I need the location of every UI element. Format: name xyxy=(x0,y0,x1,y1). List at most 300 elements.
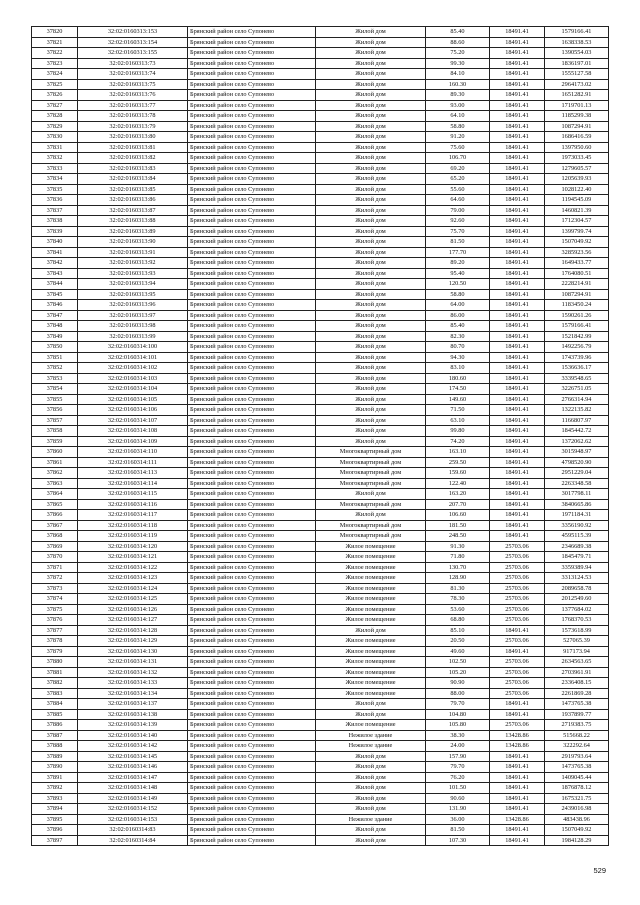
object-type-cell: Жилой дом xyxy=(316,58,426,69)
address-cell: Брянский район село Супонево xyxy=(188,237,316,248)
table-row xyxy=(32,720,609,731)
cadastral-value-cell: 1492256.79 xyxy=(545,342,609,353)
address-cell: Брянский район село Супонево xyxy=(188,174,316,185)
specific-value-cell: 18491.41 xyxy=(490,426,545,437)
table-row xyxy=(32,793,609,804)
object-type-cell: Жилой дом xyxy=(316,436,426,447)
table-row xyxy=(32,468,609,479)
row-number-cell: 37849 xyxy=(32,331,78,342)
cadastral-number-cell: 32:02:0160314:138 xyxy=(78,709,188,720)
area-cell: 104.80 xyxy=(426,709,490,720)
row-number-cell: 37883 xyxy=(32,688,78,699)
row-number-cell: 37886 xyxy=(32,720,78,731)
table-row xyxy=(32,762,609,773)
cadastral-value-cell: 2703961.91 xyxy=(545,667,609,678)
object-type-cell: Жилое помещение xyxy=(316,541,426,552)
area-cell: 69.20 xyxy=(426,163,490,174)
row-number-cell: 37896 xyxy=(32,825,78,836)
specific-value-cell: 18491.41 xyxy=(490,321,545,332)
area-cell: 107.30 xyxy=(426,835,490,846)
specific-value-cell: 18491.41 xyxy=(490,153,545,164)
cadastral-value-cell: 3226751.05 xyxy=(545,384,609,395)
cadastral-value-cell: 1686416.59 xyxy=(545,132,609,143)
address-cell: Брянский район село Супонево xyxy=(188,363,316,374)
table-row xyxy=(32,730,609,741)
address-cell: Брянский район село Супонево xyxy=(188,289,316,300)
table-row xyxy=(32,310,609,321)
address-cell: Брянский район село Супонево xyxy=(188,279,316,290)
object-type-cell: Жилой дом xyxy=(316,90,426,101)
cadastral-value-cell: 1876878.12 xyxy=(545,783,609,794)
row-number-cell: 37850 xyxy=(32,342,78,353)
row-number-cell: 37855 xyxy=(32,394,78,405)
specific-value-cell: 18491.41 xyxy=(490,352,545,363)
table-row xyxy=(32,415,609,426)
specific-value-cell: 18491.41 xyxy=(490,793,545,804)
object-type-cell: Жилой дом xyxy=(316,300,426,311)
area-cell: 106.70 xyxy=(426,153,490,164)
object-type-cell: Жилой дом xyxy=(316,258,426,269)
object-type-cell: Жилой дом xyxy=(316,373,426,384)
specific-value-cell: 18491.41 xyxy=(490,310,545,321)
table-row xyxy=(32,814,609,825)
table-row xyxy=(32,804,609,815)
cadastral-value-cell: 4595115.39 xyxy=(545,531,609,542)
cadastral-number-cell: 32:02:0160313:86 xyxy=(78,195,188,206)
cadastral-number-cell: 32:02:0160313:155 xyxy=(78,48,188,59)
cadastral-number-cell: 32:02:0160314:140 xyxy=(78,730,188,741)
cadastral-number-cell: 32:02:0160314:117 xyxy=(78,510,188,521)
object-type-cell: Жилой дом xyxy=(316,142,426,153)
object-type-cell: Жилое помещение xyxy=(316,688,426,699)
specific-value-cell: 18491.41 xyxy=(490,121,545,132)
table-row xyxy=(32,184,609,195)
cadastral-number-cell: 32:02:0160314:104 xyxy=(78,384,188,395)
cadastral-value-cell: 2964173.02 xyxy=(545,79,609,90)
row-number-cell: 37841 xyxy=(32,247,78,258)
area-cell: 81.50 xyxy=(426,825,490,836)
cadastral-value-cell: 1845479.71 xyxy=(545,552,609,563)
cadastral-value-cell: 1372062.62 xyxy=(545,436,609,447)
cadastral-value-cell: 1579166.41 xyxy=(545,321,609,332)
area-cell: 81.30 xyxy=(426,583,490,594)
table-row xyxy=(32,688,609,699)
area-cell: 75.70 xyxy=(426,226,490,237)
table-row xyxy=(32,142,609,153)
table-row xyxy=(32,174,609,185)
row-number-cell: 37872 xyxy=(32,573,78,584)
table-row xyxy=(32,552,609,563)
cadastral-number-cell: 32:02:0160313:76 xyxy=(78,90,188,101)
area-cell: 101.50 xyxy=(426,783,490,794)
specific-value-cell: 18491.41 xyxy=(490,825,545,836)
row-number-cell: 37844 xyxy=(32,279,78,290)
area-cell: 85.10 xyxy=(426,625,490,636)
cadastral-value-cell: 1399799.74 xyxy=(545,226,609,237)
cadastral-value-cell: 1322135.82 xyxy=(545,405,609,416)
area-cell: 79.00 xyxy=(426,205,490,216)
registry-table-body xyxy=(32,27,609,846)
cadastral-number-cell: 32:02:0160313:73 xyxy=(78,58,188,69)
object-type-cell: Жилой дом xyxy=(316,310,426,321)
cadastral-number-cell: 32:02:0160314:132 xyxy=(78,667,188,678)
cadastral-value-cell: 3017798.11 xyxy=(545,489,609,500)
object-type-cell: Жилой дом xyxy=(316,163,426,174)
cadastral-value-cell: 1521842.99 xyxy=(545,331,609,342)
object-type-cell: Жилой дом xyxy=(316,216,426,227)
row-number-cell: 37843 xyxy=(32,268,78,279)
address-cell: Брянский район село Супонево xyxy=(188,804,316,815)
area-cell: 93.00 xyxy=(426,100,490,111)
cadastral-number-cell: 32:02:0160313:81 xyxy=(78,142,188,153)
specific-value-cell: 18491.41 xyxy=(490,762,545,773)
cadastral-number-cell: 32:02:0160314:146 xyxy=(78,762,188,773)
object-type-cell: Нежилое здание xyxy=(316,730,426,741)
cadastral-number-cell: 32:02:0160314:147 xyxy=(78,772,188,783)
cadastral-value-cell: 1460821.39 xyxy=(545,205,609,216)
cadastral-value-cell: 483438.96 xyxy=(545,814,609,825)
area-cell: 163.10 xyxy=(426,447,490,458)
area-cell: 88.60 xyxy=(426,37,490,48)
table-row xyxy=(32,436,609,447)
area-cell: 105.20 xyxy=(426,667,490,678)
area-cell: 24.00 xyxy=(426,741,490,752)
area-cell: 53.60 xyxy=(426,604,490,615)
table-row xyxy=(32,562,609,573)
row-number-cell: 37867 xyxy=(32,520,78,531)
cadastral-number-cell: 32:02:0160314:124 xyxy=(78,583,188,594)
cadastral-value-cell: 2766314.94 xyxy=(545,394,609,405)
object-type-cell: Жилой дом xyxy=(316,121,426,132)
row-number-cell: 37846 xyxy=(32,300,78,311)
area-cell: 64.60 xyxy=(426,195,490,206)
object-type-cell: Жилой дом xyxy=(316,195,426,206)
area-cell: 159.60 xyxy=(426,468,490,479)
specific-value-cell: 18491.41 xyxy=(490,394,545,405)
table-row xyxy=(32,27,609,38)
address-cell: Брянский район село Супонево xyxy=(188,709,316,720)
table-row xyxy=(32,195,609,206)
address-cell: Брянский район село Супонево xyxy=(188,678,316,689)
specific-value-cell: 18491.41 xyxy=(490,499,545,510)
cadastral-number-cell: 32:02:0160314:101 xyxy=(78,352,188,363)
cadastral-value-cell: 1984128.29 xyxy=(545,835,609,846)
specific-value-cell: 18491.41 xyxy=(490,436,545,447)
table-row xyxy=(32,132,609,143)
address-cell: Брянский район село Супонево xyxy=(188,646,316,657)
cadastral-value-cell: 2336408.15 xyxy=(545,678,609,689)
table-row xyxy=(32,153,609,164)
row-number-cell: 37830 xyxy=(32,132,78,143)
address-cell: Брянский район село Супонево xyxy=(188,583,316,594)
address-cell: Брянский район село Супонево xyxy=(188,373,316,384)
cadastral-value-cell: 3015948.97 xyxy=(545,447,609,458)
row-number-cell: 37859 xyxy=(32,436,78,447)
address-cell: Брянский район село Супонево xyxy=(188,741,316,752)
table-row xyxy=(32,520,609,531)
area-cell: 88.00 xyxy=(426,688,490,699)
row-number-cell: 37845 xyxy=(32,289,78,300)
row-number-cell: 37868 xyxy=(32,531,78,542)
specific-value-cell: 18491.41 xyxy=(490,415,545,426)
specific-value-cell: 18491.41 xyxy=(490,216,545,227)
cadastral-number-cell: 32:02:0160313:77 xyxy=(78,100,188,111)
cadastral-number-cell: 32:02:0160314:134 xyxy=(78,688,188,699)
row-number-cell: 37834 xyxy=(32,174,78,185)
address-cell: Брянский район село Супонево xyxy=(188,247,316,258)
address-cell: Брянский район село Супонево xyxy=(188,100,316,111)
area-cell: 90.60 xyxy=(426,793,490,804)
cadastral-value-cell: 1937899.77 xyxy=(545,709,609,720)
area-cell: 99.30 xyxy=(426,58,490,69)
cadastral-number-cell: 32:02:0160313:78 xyxy=(78,111,188,122)
area-cell: 74.20 xyxy=(426,436,490,447)
object-type-cell: Жилой дом xyxy=(316,352,426,363)
cadastral-value-cell: 1409045.44 xyxy=(545,772,609,783)
table-row xyxy=(32,58,609,69)
address-cell: Брянский район село Супонево xyxy=(188,793,316,804)
table-row xyxy=(32,405,609,416)
area-cell: 20.50 xyxy=(426,636,490,647)
row-number-cell: 37824 xyxy=(32,69,78,80)
table-row xyxy=(32,699,609,710)
row-number-cell: 37827 xyxy=(32,100,78,111)
cadastral-number-cell: 32:02:0160313:82 xyxy=(78,153,188,164)
table-row xyxy=(32,541,609,552)
cadastral-value-cell: 2263348.58 xyxy=(545,478,609,489)
cadastral-value-cell: 1183450.24 xyxy=(545,300,609,311)
object-type-cell: Жилой дом xyxy=(316,709,426,720)
object-type-cell: Жилое помещение xyxy=(316,636,426,647)
object-type-cell: Жилой дом xyxy=(316,100,426,111)
cadastral-number-cell: 32:02:0160314:121 xyxy=(78,552,188,563)
row-number-cell: 37893 xyxy=(32,793,78,804)
area-cell: 63.10 xyxy=(426,415,490,426)
specific-value-cell: 18491.41 xyxy=(490,69,545,80)
row-number-cell: 37836 xyxy=(32,195,78,206)
cadastral-number-cell: 32:02:0160314:126 xyxy=(78,604,188,615)
table-row xyxy=(32,79,609,90)
specific-value-cell: 18491.41 xyxy=(490,804,545,815)
specific-value-cell: 18491.41 xyxy=(490,226,545,237)
object-type-cell: Жилой дом xyxy=(316,394,426,405)
table-row xyxy=(32,384,609,395)
area-cell: 94.30 xyxy=(426,352,490,363)
specific-value-cell: 13428.86 xyxy=(490,730,545,741)
cadastral-number-cell: 32:02:0160314:108 xyxy=(78,426,188,437)
specific-value-cell: 18491.41 xyxy=(490,447,545,458)
area-cell: 163.20 xyxy=(426,489,490,500)
table-row xyxy=(32,478,609,489)
table-row xyxy=(32,289,609,300)
specific-value-cell: 25703.06 xyxy=(490,678,545,689)
object-type-cell: Жилой дом xyxy=(316,825,426,836)
specific-value-cell: 18491.41 xyxy=(490,646,545,657)
area-cell: 91.30 xyxy=(426,541,490,552)
area-cell: 64.10 xyxy=(426,111,490,122)
row-number-cell: 37820 xyxy=(32,27,78,38)
address-cell: Брянский район село Супонево xyxy=(188,541,316,552)
area-cell: 71.80 xyxy=(426,552,490,563)
address-cell: Брянский район село Супонево xyxy=(188,657,316,668)
specific-value-cell: 18491.41 xyxy=(490,384,545,395)
table-row xyxy=(32,499,609,510)
row-number-cell: 37888 xyxy=(32,741,78,752)
specific-value-cell: 18491.41 xyxy=(490,27,545,38)
area-cell: 131.90 xyxy=(426,804,490,815)
address-cell: Брянский район село Супонево xyxy=(188,573,316,584)
cadastral-value-cell: 1536636.17 xyxy=(545,363,609,374)
area-cell: 92.60 xyxy=(426,216,490,227)
row-number-cell: 37831 xyxy=(32,142,78,153)
area-cell: 248.50 xyxy=(426,531,490,542)
cadastral-number-cell: 32:02:0160314:84 xyxy=(78,835,188,846)
cadastral-value-cell: 4798520.90 xyxy=(545,457,609,468)
address-cell: Брянский район село Супонево xyxy=(188,426,316,437)
address-cell: Брянский район село Супонево xyxy=(188,268,316,279)
row-number-cell: 37847 xyxy=(32,310,78,321)
cadastral-number-cell: 32:02:0160314:116 xyxy=(78,499,188,510)
table-row xyxy=(32,751,609,762)
cadastral-value-cell: 1675321.75 xyxy=(545,793,609,804)
specific-value-cell: 18491.41 xyxy=(490,835,545,846)
specific-value-cell: 18491.41 xyxy=(490,751,545,762)
cadastral-number-cell: 32:02:0160313:97 xyxy=(78,310,188,321)
specific-value-cell: 25703.06 xyxy=(490,688,545,699)
cadastral-value-cell: 3356190.92 xyxy=(545,520,609,531)
cadastral-number-cell: 32:02:0160313:154 xyxy=(78,37,188,48)
cadastral-number-cell: 32:02:0160314:130 xyxy=(78,646,188,657)
address-cell: Брянский район село Супонево xyxy=(188,48,316,59)
address-cell: Брянский район село Супонево xyxy=(188,163,316,174)
specific-value-cell: 18491.41 xyxy=(490,100,545,111)
table-row xyxy=(32,573,609,584)
specific-value-cell: 18491.41 xyxy=(490,247,545,258)
address-cell: Брянский район село Супонево xyxy=(188,510,316,521)
cadastral-value-cell: 1194545.09 xyxy=(545,195,609,206)
specific-value-cell: 18491.41 xyxy=(490,132,545,143)
object-type-cell: Жилой дом xyxy=(316,321,426,332)
specific-value-cell: 18491.41 xyxy=(490,342,545,353)
object-type-cell: Многоквартирный дом xyxy=(316,478,426,489)
address-cell: Брянский район село Супонево xyxy=(188,111,316,122)
area-cell: 102.50 xyxy=(426,657,490,668)
table-row xyxy=(32,321,609,332)
row-number-cell: 37858 xyxy=(32,426,78,437)
cadastral-number-cell: 32:02:0160314:120 xyxy=(78,541,188,552)
address-cell: Брянский район село Супонево xyxy=(188,699,316,710)
specific-value-cell: 18491.41 xyxy=(490,174,545,185)
cadastral-value-cell: 1573618.99 xyxy=(545,625,609,636)
cadastral-value-cell: 1473765.38 xyxy=(545,762,609,773)
cadastral-number-cell: 32:02:0160314:153 xyxy=(78,814,188,825)
specific-value-cell: 18491.41 xyxy=(490,531,545,542)
object-type-cell: Жилое помещение xyxy=(316,667,426,678)
object-type-cell: Жилое помещение xyxy=(316,646,426,657)
cadastral-value-cell: 322292.64 xyxy=(545,741,609,752)
cadastral-value-cell: 515668.22 xyxy=(545,730,609,741)
address-cell: Брянский район село Супонево xyxy=(188,121,316,132)
table-row xyxy=(32,205,609,216)
specific-value-cell: 18491.41 xyxy=(490,205,545,216)
object-type-cell: Жилой дом xyxy=(316,342,426,353)
cadastral-value-cell: 1473765.38 xyxy=(545,699,609,710)
area-cell: 106.60 xyxy=(426,510,490,521)
object-type-cell: Нежилое здание xyxy=(316,814,426,825)
area-cell: 55.60 xyxy=(426,184,490,195)
cadastral-value-cell: 1166807.97 xyxy=(545,415,609,426)
address-cell: Брянский район село Супонево xyxy=(188,342,316,353)
address-cell: Брянский район село Супонево xyxy=(188,688,316,699)
row-number-cell: 37848 xyxy=(32,321,78,332)
address-cell: Брянский район село Супонево xyxy=(188,825,316,836)
row-number-cell: 37853 xyxy=(32,373,78,384)
address-cell: Брянский район село Супонево xyxy=(188,321,316,332)
area-cell: 89.30 xyxy=(426,90,490,101)
cadastral-number-cell: 32:02:0160314:133 xyxy=(78,678,188,689)
specific-value-cell: 18491.41 xyxy=(490,37,545,48)
row-number-cell: 37880 xyxy=(32,657,78,668)
object-type-cell: Жилое помещение xyxy=(316,583,426,594)
table-row xyxy=(32,447,609,458)
address-cell: Брянский район село Супонево xyxy=(188,37,316,48)
specific-value-cell: 25703.06 xyxy=(490,615,545,626)
table-row xyxy=(32,594,609,605)
specific-value-cell: 18491.41 xyxy=(490,772,545,783)
cadastral-value-cell: 1390554.03 xyxy=(545,48,609,59)
address-cell: Брянский район село Супонево xyxy=(188,520,316,531)
table-row xyxy=(32,825,609,836)
specific-value-cell: 18491.41 xyxy=(490,111,545,122)
address-cell: Брянский район село Супонево xyxy=(188,531,316,542)
area-cell: 95.40 xyxy=(426,268,490,279)
object-type-cell: Жилой дом xyxy=(316,489,426,500)
object-type-cell: Жилое помещение xyxy=(316,720,426,731)
table-row xyxy=(32,163,609,174)
table-row xyxy=(32,394,609,405)
object-type-cell: Жилой дом xyxy=(316,174,426,185)
address-cell: Брянский район село Супонево xyxy=(188,195,316,206)
object-type-cell: Жилой дом xyxy=(316,783,426,794)
area-cell: 91.20 xyxy=(426,132,490,143)
cadastral-value-cell: 2951229.04 xyxy=(545,468,609,479)
cadastral-number-cell: 32:02:0160313:74 xyxy=(78,69,188,80)
row-number-cell: 37863 xyxy=(32,478,78,489)
table-row xyxy=(32,636,609,647)
object-type-cell: Жилой дом xyxy=(316,111,426,122)
cadastral-value-cell: 1845442.72 xyxy=(545,426,609,437)
cadastral-value-cell: 1377684.02 xyxy=(545,604,609,615)
table-row xyxy=(32,247,609,258)
specific-value-cell: 25703.06 xyxy=(490,667,545,678)
area-cell: 65.20 xyxy=(426,174,490,185)
specific-value-cell: 18491.41 xyxy=(490,783,545,794)
specific-value-cell: 18491.41 xyxy=(490,142,545,153)
cadastral-number-cell: 32:02:0160314:100 xyxy=(78,342,188,353)
cadastral-number-cell: 32:02:0160314:106 xyxy=(78,405,188,416)
table-row xyxy=(32,625,609,636)
row-number-cell: 37882 xyxy=(32,678,78,689)
cadastral-number-cell: 32:02:0160314:152 xyxy=(78,804,188,815)
cadastral-value-cell: 1836197.01 xyxy=(545,58,609,69)
cadastral-value-cell: 1028122.40 xyxy=(545,184,609,195)
address-cell: Брянский район село Супонево xyxy=(188,205,316,216)
cadastral-number-cell: 32:02:0160313:85 xyxy=(78,184,188,195)
row-number-cell: 37875 xyxy=(32,604,78,615)
cadastral-number-cell: 32:02:0160314:137 xyxy=(78,699,188,710)
area-cell: 82.30 xyxy=(426,331,490,342)
specific-value-cell: 18491.41 xyxy=(490,258,545,269)
